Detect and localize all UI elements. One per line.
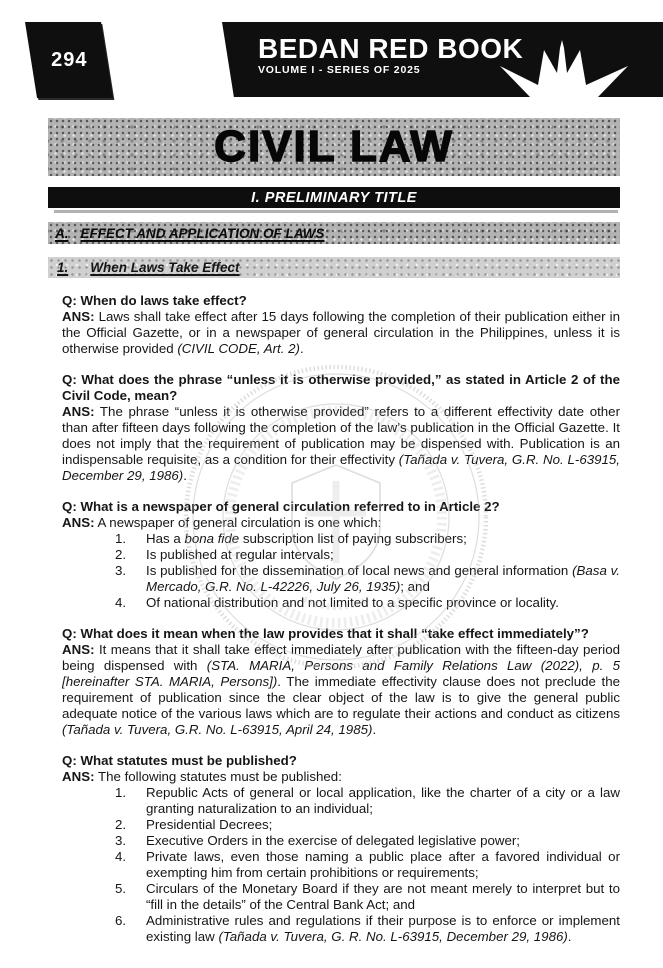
list-item-text — [146, 563, 620, 595]
text-segment: ANS: — [62, 515, 95, 530]
text-segment: Republic Acts of general or local application, like the charter of a city or a law granting naturalization to an individual; — [146, 785, 620, 816]
list-item — [62, 547, 620, 563]
text-segment: (STA. MARIA, Persons and Family Relations Law (2022), p. 5 [hereinafter STA. MARIA, Persons]) — [62, 658, 620, 689]
list-item — [62, 563, 620, 595]
text-segment: It means that it shall take effect immediately after publication with the fifteen-day period being dispensed with — [62, 642, 620, 673]
list-item — [62, 913, 620, 945]
list-item-number: 4. — [115, 595, 127, 610]
qa-content — [62, 293, 620, 960]
text-segment: . — [299, 341, 304, 356]
list-item-text — [146, 531, 620, 547]
list-item-number: 1. — [115, 531, 127, 546]
list-item-text — [146, 881, 620, 913]
text-segment: ANS: — [62, 309, 95, 324]
qa-block — [62, 372, 620, 484]
text-segment: Executive Orders in the exercise of delegated legislative power; — [146, 833, 520, 848]
question-text: Q: What statutes must be published? — [62, 753, 297, 768]
chapter-title: CIVIL LAW — [214, 122, 454, 171]
page-number: 294 — [50, 48, 88, 71]
section-header-band — [48, 222, 620, 244]
text-segment: Of national distribution and not limited to a specific province or locality. — [146, 595, 559, 610]
text-segment: (Tañada v. Tuvera, G.R. No. L-63915, December 29, 1986) — [62, 452, 620, 483]
answer-list — [62, 785, 620, 945]
text-segment: Is published at regular intervals; — [146, 547, 334, 562]
list-item — [62, 785, 620, 817]
part-title-bar — [48, 187, 620, 208]
list-item-number: 3. — [115, 833, 127, 848]
text-segment: . The immediate effectivity clause does not preclude the requirement of publication since the clear object of the law is to give the general public adequate notice of the various laws which are to regulate their actions and conduct as citizens — [62, 674, 620, 721]
text-segment: ANS: — [62, 404, 95, 419]
list-item-number: 3. — [115, 563, 127, 578]
text-segment: Administrative rules and regulations if their purpose is to enforce or implement existing law — [146, 913, 620, 944]
answer-text — [62, 769, 620, 785]
text-segment: Circulars of the Monetary Board if they are not meant merely to interpret but to “fill in the details” of the Central Bank Act; and — [146, 881, 620, 912]
section-title: EFFECT AND APPLICATION OF LAWS — [80, 225, 325, 241]
text-segment: bona fide — [184, 531, 240, 546]
list-item — [62, 595, 620, 611]
subsection-header-band — [48, 257, 620, 278]
text-segment: (CIVIL CODE, Art. 2) — [177, 341, 300, 356]
book-title: BEDAN RED BOOK — [258, 33, 524, 64]
qa-container — [62, 293, 620, 945]
text-segment: A newspaper of general circulation is one which: — [94, 515, 382, 530]
text-segment: Has a — [146, 531, 185, 546]
list-item-number: 4. — [115, 849, 127, 864]
text-segment: Presidential Decrees; — [146, 817, 273, 832]
text-segment: ; and — [400, 579, 430, 594]
list-item-number: 6. — [115, 913, 127, 928]
part-title-bar-shadow — [54, 210, 618, 213]
question-text: Q: What does the phrase “unless it is otherwise provided,” as stated in Article 2 of the Civil Code, mean? — [62, 372, 620, 403]
section-label: A. — [55, 225, 69, 241]
list-item-number: 1. — [115, 785, 127, 800]
question-text: Q: What does it mean when the law provides that it shall “take effect immediately”? — [62, 626, 589, 641]
list-item — [62, 881, 620, 913]
text-segment: . — [567, 929, 572, 944]
list-item-number: 2. — [115, 817, 127, 832]
text-segment: Is published for the dissemination of local news and general information — [146, 563, 573, 578]
subsection-title: When Laws Take Effect — [90, 260, 240, 275]
answer-text — [62, 309, 620, 357]
answer-text — [62, 404, 620, 484]
question-text: Q: What is a newspaper of general circulation referred to in Article 2? — [62, 499, 500, 514]
question-text: Q: When do laws take effect? — [62, 293, 247, 308]
text-segment: (Basa v. Mercado, G.R. No. L-42226, July 26, 1935) — [146, 563, 620, 594]
list-item-text — [146, 817, 620, 833]
qa-block — [62, 626, 620, 738]
text-segment: (Tañada v. Tuvera, G.R. No. L-63915, April 24, 1985) — [62, 722, 373, 737]
list-item-number: 2. — [115, 547, 127, 562]
list-item-text — [146, 785, 620, 817]
book-subtitle: VOLUME I - SERIES OF 2025 — [258, 64, 421, 76]
chapter-title-band — [48, 118, 620, 176]
list-item — [62, 833, 620, 849]
list-item — [62, 849, 620, 881]
text-segment: ANS: — [62, 769, 95, 784]
list-item-text — [146, 833, 620, 849]
text-segment: . — [183, 468, 187, 483]
subsection-number: 1. — [57, 260, 69, 275]
text-segment: The phrase “unless it is otherwise provided” refers to a different effectivity date other than after fifteen days following the completion of the law’s publication in the Official Gazette. It does not imply that the requirement of publication may be dispensed with. Publication is an indispensable requisite, as a condition for their effectivity — [62, 404, 620, 467]
subsection-header — [48, 260, 240, 275]
text-segment: (Tañada v. Tuvera, G. R. No. L-63915, December 29, 1986) — [218, 929, 568, 944]
list-item — [62, 817, 620, 833]
text-segment: Laws shall take effect after 15 days following the completion of their publication either in the Official Gazette, or in a newspaper of general circulation in the Philippines, unless it is otherwise provided — [62, 309, 620, 356]
answer-text — [62, 642, 620, 738]
crown-logo-icon — [500, 40, 628, 97]
section-header — [48, 226, 325, 241]
page-number-box — [25, 22, 113, 98]
list-item-text — [146, 547, 620, 563]
text-segment: The following statutes must be published: — [94, 769, 342, 784]
text-segment: subscription list of paying subscribers; — [239, 531, 467, 546]
list-item-number: 5. — [115, 881, 127, 896]
list-item — [62, 531, 620, 547]
qa-block — [62, 293, 620, 357]
text-segment: . — [372, 722, 377, 737]
text-segment: Private laws, even those naming a public place after a favored individual or exempting him from certain prohibitions or requirements; — [146, 849, 620, 880]
answer-list — [62, 531, 620, 611]
list-item-text — [146, 913, 620, 945]
list-item-text — [146, 849, 620, 881]
part-title: I. PRELIMINARY TITLE — [251, 189, 417, 206]
text-segment: ANS: — [62, 642, 95, 657]
qa-block — [62, 753, 620, 945]
list-item-text — [146, 595, 620, 611]
qa-block — [62, 499, 620, 611]
answer-text — [62, 515, 620, 531]
